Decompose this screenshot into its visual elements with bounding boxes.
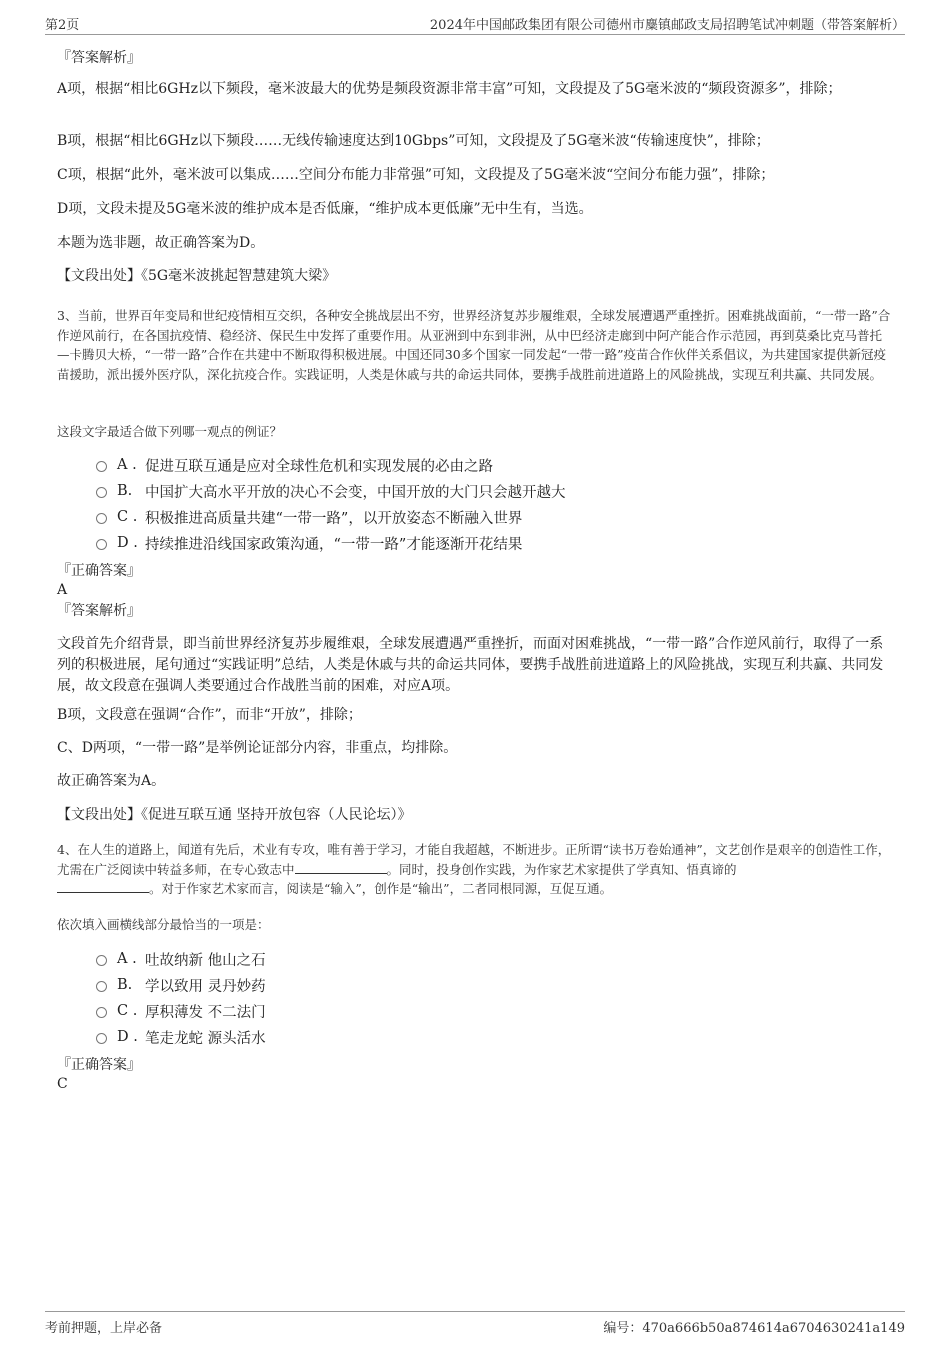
radio-icon[interactable]	[96, 487, 107, 498]
q3-option-c[interactable]	[96, 504, 876, 530]
option-text: 促进互联互通是应对全球性危机和实现发展的必由之路	[145, 458, 493, 475]
page-footer	[45, 1311, 905, 1334]
footer-serial	[603, 1317, 905, 1336]
q2-analysis-c: C项，根据“此外，毫米波可以集成……空间分布能力非常强”可知，文段提及了5G毫米波“空间分布能力强”，排除；	[57, 167, 775, 183]
fill-blank-1	[295, 861, 387, 874]
page-number: 第2页	[45, 18, 80, 33]
q4-text-part3: 。对于作家艺术家而言，阅读是“输入”，创作是“输出”，二者同根同源，互促互通。	[149, 881, 613, 896]
serial-number: 470a666b50a874614a6704630241a149	[642, 1321, 905, 1336]
option-label: C .	[117, 1003, 138, 1019]
q3-prompt: 这段文字最适合做下列哪一观点的例证？	[57, 424, 283, 439]
q3-answer: A	[57, 582, 68, 598]
option-label: A .	[117, 457, 137, 473]
radio-icon[interactable]	[96, 955, 107, 966]
q3-option-b[interactable]	[96, 478, 876, 504]
q2-source: 【文段出处】《5G毫米波挑起智慧建筑大梁》	[57, 268, 337, 284]
q2-analysis-title: 『答案解析』	[57, 50, 141, 66]
footer-slogan: 考前押题，上岸必备	[45, 1321, 163, 1336]
q4-option-c[interactable]	[96, 998, 876, 1024]
option-label: B.	[117, 483, 133, 499]
q2-analysis-d: D项，文段未提及5G毫米波的维护成本是否低廉，“维护成本更低廉”无中生有，当选。	[57, 201, 593, 217]
document-title: 2024年中国邮政集团有限公司德州市麋镇邮政支局招聘笔试冲刺题（带答案解析）	[429, 18, 905, 33]
q3-option-a[interactable]	[96, 452, 876, 478]
option-label: D .	[117, 1029, 138, 1045]
q3-analysis-main: 文段首先介绍背景，即当前世界经济复苏步履维艰，全球发展遭遇严重挫折，而面对困难挑战，“一带一路”合作逆风前行，取得了一系列的积极进展，尾句通过“实践证明”总结，人类是休戚与共的命运共同体，要携手战胜前进道路上的风险挑战，实现互利共赢、共同发展，故文段意在强调人类要通过合作战胜当前的困难，对应A项。	[57, 636, 884, 694]
option-text: 吐故纳新 他山之石	[145, 952, 266, 969]
q2-conclusion: 本题为选非题，故正确答案为D。	[57, 235, 265, 251]
q3-option-d[interactable]	[96, 530, 876, 556]
q4-prompt: 依次填入画横线部分最恰当的一项是：	[57, 917, 270, 932]
option-text: 积极推进高质量共建“一带一路”，以开放姿态不断融入世界	[145, 510, 523, 527]
radio-icon[interactable]	[96, 1033, 107, 1044]
radio-icon[interactable]	[96, 1007, 107, 1018]
q4-text-part2: 。同时，投身创作实践，为作家艺术家提供了学真知、悟真谛的	[386, 861, 737, 877]
q3-question-text: 3、当前，世界百年变局和世纪疫情相互交织，各种安全挑战层出不穷，世界经济复苏步履维艰，全球发展遭遇严重挫折。困难挑战面前，“一带一路”合作逆风前行，在各国抗疫情、稳经济、保民生中发挥了重要作用。从亚洲到中东到非洲，从中巴经济走廊到中阿产能合作示范园，再到莫桑比克马普托—卡腾贝大桥，“一带一路”合作在共建中不断取得积极进展。中国还同30多个国家一同发起“一带一路”疫苗合作伙伴关系倡议，为共建国家提供新冠疫苗援助，派出援外医疗队，深化抗疫合作。实践证明，人类是休戚与共的命运共同体，要携手战胜前进道路上的风险挑战，实现互利共赢、共同发展。	[57, 308, 891, 382]
option-label: C .	[117, 509, 138, 525]
q3-options	[96, 452, 876, 556]
option-text: 厚积薄发 不二法门	[145, 1004, 266, 1021]
q4-text-part1: 4、在人生的道路上，闻道有先后，术业有专攻，唯有善于学习，才能自我超越，不断进步。正所谓“读书万卷始通神”，文艺创作是艰辛的创造性工作，尤需在广泛阅读中转益多师，在专心致志中	[57, 842, 891, 877]
radio-icon[interactable]	[96, 539, 107, 550]
q4-option-a[interactable]	[96, 946, 876, 972]
q2-analysis-a: A项，根据“相比6GHz以下频段，毫米波最大的优势是频段资源非常丰富”可知，文段提及了5G毫米波的“频段资源多”，排除；	[57, 81, 842, 97]
fill-blank-2	[57, 880, 149, 893]
q4-question-text	[57, 840, 892, 899]
q4-option-d[interactable]	[96, 1024, 876, 1050]
q4-answer: C	[57, 1076, 68, 1092]
radio-icon[interactable]	[96, 461, 107, 472]
q3-source: 【文段出处】《促进互联互通 坚持开放包容（人民论坛）》	[57, 807, 412, 823]
page-header	[45, 14, 905, 35]
option-label: D .	[117, 535, 138, 551]
q3-conclusion: 故正确答案为A。	[57, 773, 166, 789]
q4-answer-title: 『正确答案』	[57, 1057, 141, 1073]
serial-label: 编号：	[603, 1321, 643, 1336]
option-label: B.	[117, 977, 133, 993]
option-text: 持续推进沿线国家政策沟通，“一带一路”才能逐渐开花结果	[145, 536, 523, 553]
q3-answer-title: 『正确答案』	[57, 563, 141, 579]
q4-options	[96, 946, 876, 1050]
radio-icon[interactable]	[96, 981, 107, 992]
option-label: A .	[117, 951, 137, 967]
q4-option-b[interactable]	[96, 972, 876, 998]
q3-analysis-b: B项，文段意在强调“合作”，而非“开放”，排除；	[57, 707, 362, 723]
q3-analysis-title: 『答案解析』	[57, 603, 141, 619]
option-text: 中国扩大高水平开放的决心不会变，中国开放的大门只会越开越大	[145, 484, 566, 501]
radio-icon[interactable]	[96, 513, 107, 524]
option-text: 学以致用 灵丹妙药	[145, 978, 266, 995]
q2-analysis-b: B项，根据“相比6GHz以下频段……无线传输速度达到10Gbps”可知，文段提及了5G毫米波“传输速度快”，排除；	[57, 133, 770, 149]
option-text: 笔走龙蛇 源头活水	[145, 1030, 266, 1047]
q3-analysis-cd: C、D两项，“一带一路”是举例论证部分内容，非重点，均排除。	[57, 740, 458, 756]
